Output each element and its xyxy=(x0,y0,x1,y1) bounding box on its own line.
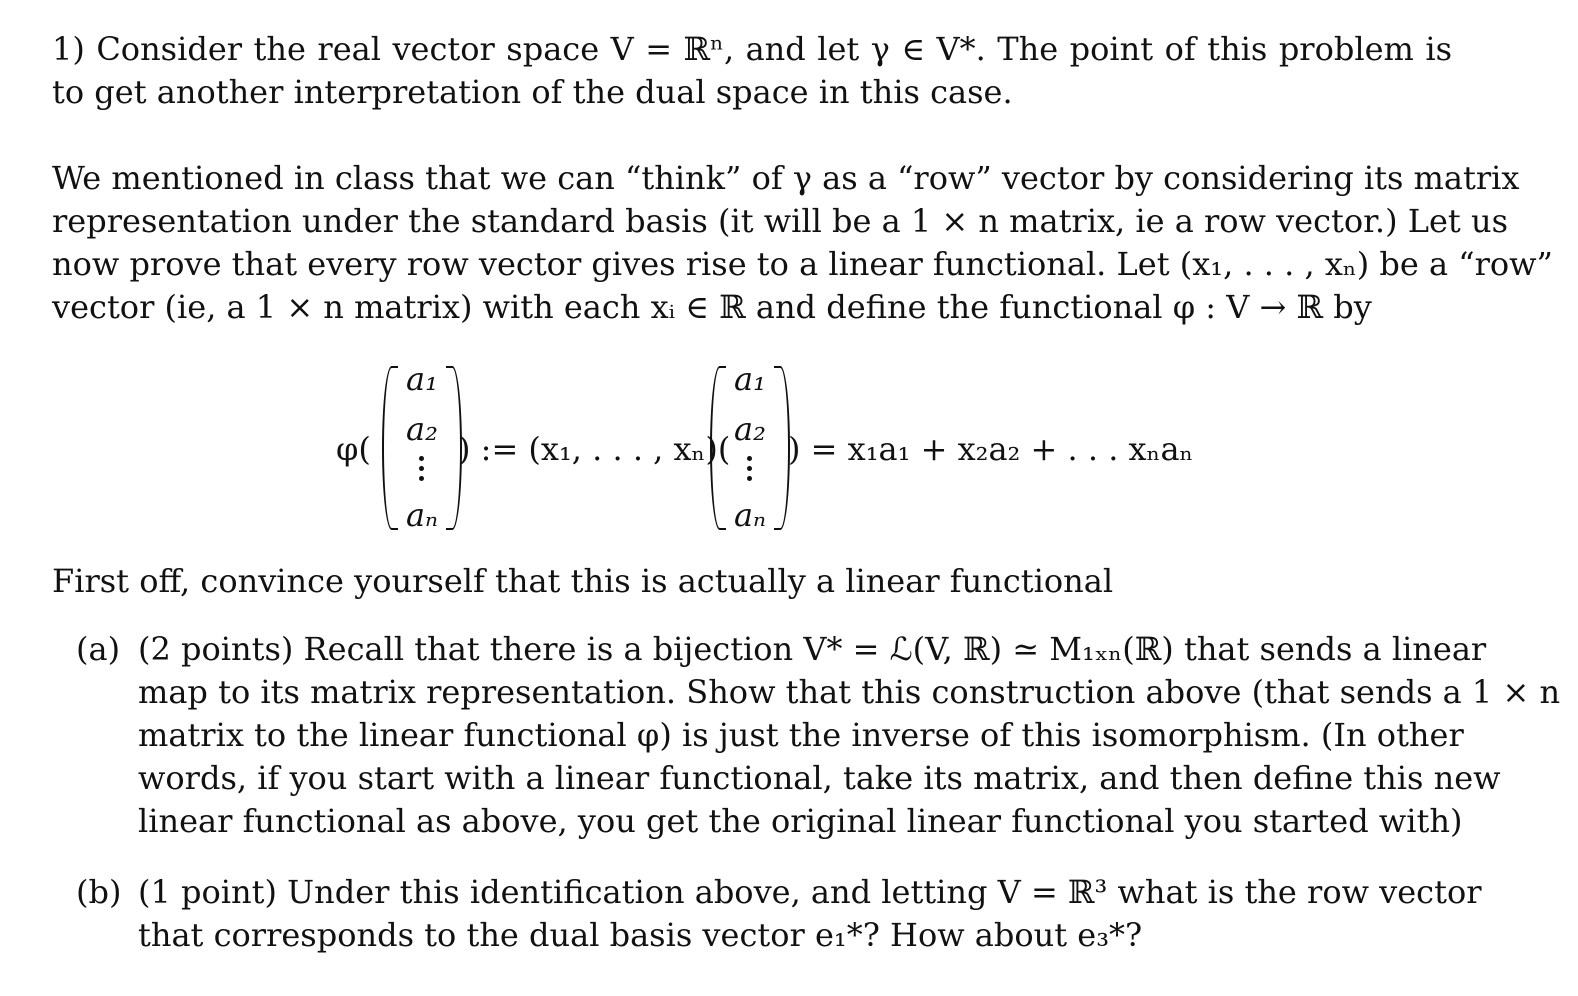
entry-a2: a₂ xyxy=(734,410,766,448)
part-a-line-1: (2 points) Recall that there is a bijection V* = ℒ(V, ℝ) ≃ M₁ₓₙ(ℝ) that sends a linear xyxy=(138,630,1487,668)
entry-a1: a₁ xyxy=(734,360,766,398)
part-a-line-2: map to its matrix representation. Show that this construction above (that sends a 1 × n xyxy=(138,673,1561,711)
part-a-line-4: words, if you start with a linear functional, take its matrix, and then define this new xyxy=(138,759,1501,797)
part-a-line-5: linear functional as above, you get the original linear functional you started with) xyxy=(138,802,1463,840)
entry-a2: a₂ xyxy=(406,410,438,448)
entry-an: aₙ xyxy=(405,496,439,534)
para2-line-4: vector (ie, a 1 × n matrix) with each xᵢ ∈ ℝ and define the functional φ : V → ℝ by xyxy=(52,288,1372,326)
first-off-line: First off, convince yourself that this is actually a linear functional xyxy=(52,562,1114,600)
part-a-line-3: matrix to the linear functional φ) is just the inverse of this isomorphism. (In other xyxy=(138,716,1464,754)
intro-line-1: 1) Consider the real vector space V = ℝⁿ, and let γ ∈ V*. The point of this problem is xyxy=(52,30,1452,68)
part-a-body xyxy=(138,628,1561,843)
para2-line-1: We mentioned in class that we can “think” of γ as a “row” vector by considering its matrix xyxy=(52,159,1520,197)
row-vector-paragraph xyxy=(52,157,1553,329)
part-b-line-1: (1 point) Under this identification above, and letting V = ℝ³ what is the row vector xyxy=(138,873,1482,911)
first-off-sentence xyxy=(52,560,1452,603)
left-paren xyxy=(382,366,398,530)
problem-intro xyxy=(52,28,1452,114)
left-paren xyxy=(710,366,726,530)
part-b-body xyxy=(138,871,1482,957)
entry-an: aₙ xyxy=(733,496,767,534)
defeq-row-vector: ) := (x₁, . . . , xₙ)( xyxy=(458,430,731,468)
part-a-label: (a) xyxy=(76,630,121,668)
intro-line-2: to get another interpretation of the dual space in this case. xyxy=(52,73,1013,111)
phi-symbol: φ( xyxy=(336,430,371,468)
vdots-icon xyxy=(746,456,754,486)
vdots-icon xyxy=(418,456,426,486)
functional-definition-equation xyxy=(336,362,1236,537)
entry-a1: a₁ xyxy=(406,360,438,398)
equation-rhs: ) = x₁a₁ + x₂a₂ + . . . xₙaₙ xyxy=(788,430,1194,468)
part-b-label: (b) xyxy=(76,873,122,911)
column-vector-right xyxy=(710,362,790,534)
part-b-line-2: that corresponds to the dual basis vector e₁*? How about e₃*? xyxy=(138,916,1143,954)
column-vector-left xyxy=(382,362,462,534)
para2-line-2: representation under the standard basis (it will be a 1 × n matrix, ie a row vector.) Let us xyxy=(52,202,1508,240)
para2-line-3: now prove that every row vector gives rise to a linear functional. Let (x₁, . . . , xₙ) be a “row” xyxy=(52,245,1553,283)
